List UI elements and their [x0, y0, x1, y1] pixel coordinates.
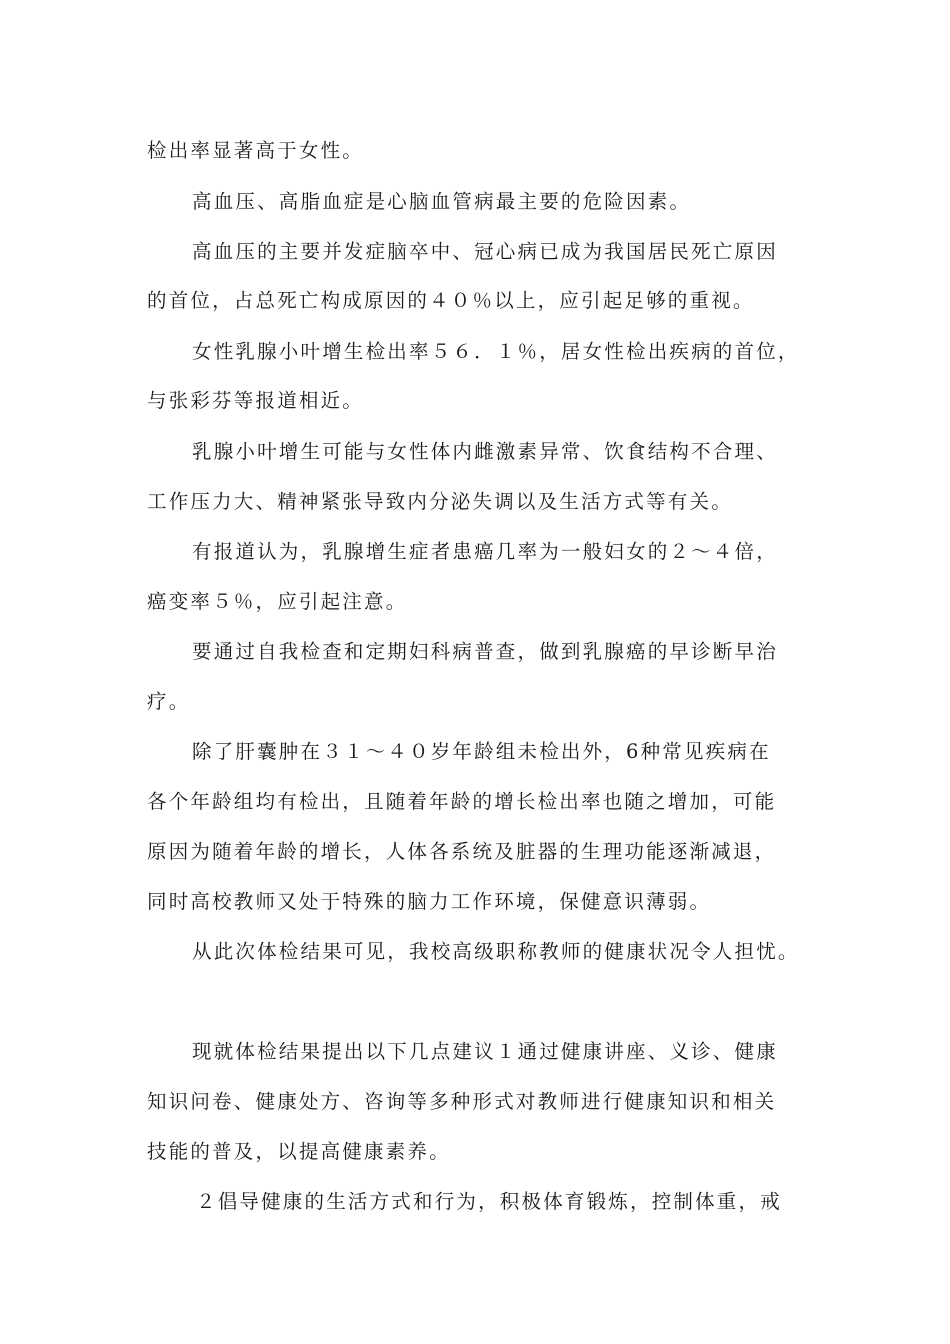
text-line: 与张彩芬等报道相近。 — [147, 389, 365, 412]
text-line: 同时高校教师又处于特殊的脑力工作环境，保健意识薄弱。 — [147, 890, 712, 913]
text-line: 工作压力大、精神紧张导致内分泌失调以及生活方式等有关。 — [147, 490, 733, 513]
text-line: 检出率显著高于女性。 — [147, 139, 365, 162]
text-line: 的首位，占总死亡构成原因的４０％以上，应引起足够的重视。 — [147, 289, 755, 312]
text-line: 疗。 — [147, 690, 191, 713]
text-line: 原因为随着年龄的增长，人体各系统及脏器的生理功能逐渐减退， — [147, 840, 777, 863]
text-line: 高血压、高脂血症是心脑血管病最主要的危险因素。 — [192, 190, 692, 213]
text-line: 技能的普及，以提高健康素养。 — [147, 1140, 451, 1163]
text-line: 要通过自我检查和定期妇科病普查，做到乳腺癌的早诊断早治 — [192, 640, 778, 663]
text-line: 除了肝囊肿在３１～４０岁年龄组未检出外，6种常见疾病在 — [192, 740, 771, 763]
text-line: 女性乳腺小叶增生检出率５６．１％，居女性检出疾病的首位， — [192, 340, 800, 363]
text-line: 知识问卷、健康处方、咨询等多种形式对教师进行健康知识和相关 — [147, 1090, 777, 1113]
text-line: 高血压的主要并发症脑卒中、冠心病已成为我国居民死亡原因 — [192, 240, 778, 263]
text-line: 各个年龄组均有检出，且随着年龄的增长检出率也随之增加，可能 — [147, 790, 777, 813]
text-line: 有报道认为，乳腺增生症者患癌几率为一般妇女的２～４倍， — [192, 540, 778, 563]
text-line: 现就体检结果提出以下几点建议１通过健康讲座、义诊、健康 — [192, 1040, 778, 1063]
text-line: 乳腺小叶增生可能与女性体内雌激素异常、饮食结构不合理、 — [192, 440, 778, 463]
text-line: 从此次体检结果可见，我校高级职称教师的健康状况令人担忧。 — [192, 940, 800, 963]
text-line: ２倡导健康的生活方式和行为，积极体育锻炼，控制体重，戒 — [196, 1190, 782, 1213]
text-line: 癌变率５％，应引起注意。 — [147, 590, 408, 613]
